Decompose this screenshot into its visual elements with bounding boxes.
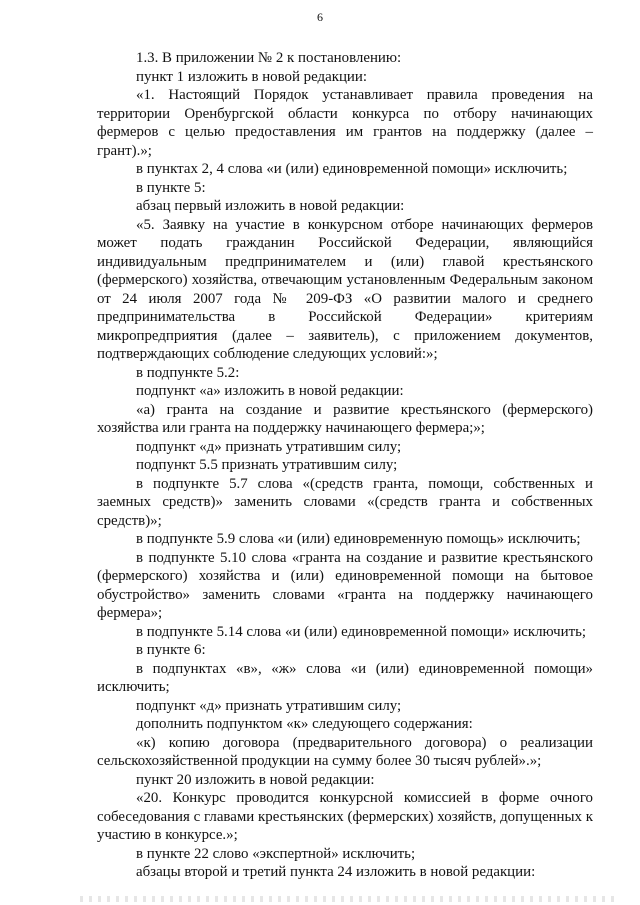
paragraph: абзац первый изложить в новой редакции: (136, 198, 405, 214)
paragraph: в подпункте 5.14 слова «и (или) единовременной помощи» исключить; (136, 623, 587, 640)
paragraph: «1. Настоящий Порядок устанавливает правила проведения на территории Оренбургской области конкурса по отбору начинающих фермеров с целью предоставления им грантов на поддержку (далее – грант).»; (97, 87, 593, 159)
paragraph: 1.3. В приложении № 2 к постановлению: (136, 50, 402, 66)
paragraph: пункт 1 изложить в новой редакции: (136, 68, 368, 85)
paragraph: в подпункте 5.9 слова «и (или) единовременную помощь» исключить; (136, 531, 581, 547)
page-number: 6 (317, 10, 323, 24)
paragraph: «20. Конкурс проводится конкурсной комиссией в форме очного собеседования с главами крестьянских (фермерских) хозяйств, допущенных к участию в конкурсе.»; (97, 790, 593, 843)
paragraph: в подпунктах «в», «ж» слова «и (или) единовременной помощи» исключить; (97, 660, 593, 695)
paragraph: «к) копию договора (предварительного договора) о реализации сельскохозяйственной продукции на сумму более 30 тысяч рублей».»; (97, 734, 593, 769)
paragraph: подпункт «а» изложить в новой редакции: (136, 383, 404, 399)
paragraph: в пункте 22 слово «экспертной» исключить; (136, 845, 416, 862)
paragraph: пункт 20 изложить в новой редакции: (136, 771, 375, 788)
paragraph: в пункте 6: (136, 642, 206, 658)
paragraph: в пункте 5: (136, 179, 206, 196)
paragraph: абзацы второй и третий пункта 24 изложить в новой редакции: (136, 864, 536, 880)
paragraph: в подпункте 5.2: (136, 364, 240, 381)
paragraph: в подпункте 5.10 слова «гранта на создание и развитие крестьянского (фермерского) хозяйства и (или) единовременной помощи на бытовое обустройство» заменить словами «гранта на поддержку начинающего фермера»; (97, 549, 593, 621)
paragraph: в подпункте 5.7 слова «(средств гранта, помощи, собственных и заемных средств)» заменить словами «(средств гранта и собственных средств)»; (97, 475, 593, 529)
document-body (97, 49, 593, 882)
paragraph: «5. Заявку на участие в конкурсном отборе начинающих фермеров может подать гражданин Российской Федерации, являющийся индивидуальным предпринимателем и (или) главой крестьянского (фермерского) хозяйства, отвечающим установленным Федеральным законом от 24 июля 2007 года № 209-ФЗ «О развитии малого и среднего предпринимательства в Российской Федерации» критериям микропредприятия (далее – заявитель), с приложением документов, подтверждающих соблюдение следующих условий:»; (97, 216, 593, 362)
paragraph: подпункт «д» признать утратившим силу; (136, 438, 402, 455)
paragraph: в пунктах 2, 4 слова «и (или) единовременной помощи» исключить; (136, 161, 568, 177)
paragraph: подпункт «д» признать утратившим силу; (136, 697, 402, 714)
scan-edge-artifact (80, 896, 620, 902)
paragraph: «а) гранта на создание и развитие крестьянского (фермерского) хозяйства или гранта на поддержку начинающего фермера;»; (97, 401, 593, 436)
paragraph: дополнить подпунктом «к» следующего содержания: (136, 716, 473, 732)
paragraph: подпункт 5.5 признать утратившим силу; (136, 457, 398, 473)
